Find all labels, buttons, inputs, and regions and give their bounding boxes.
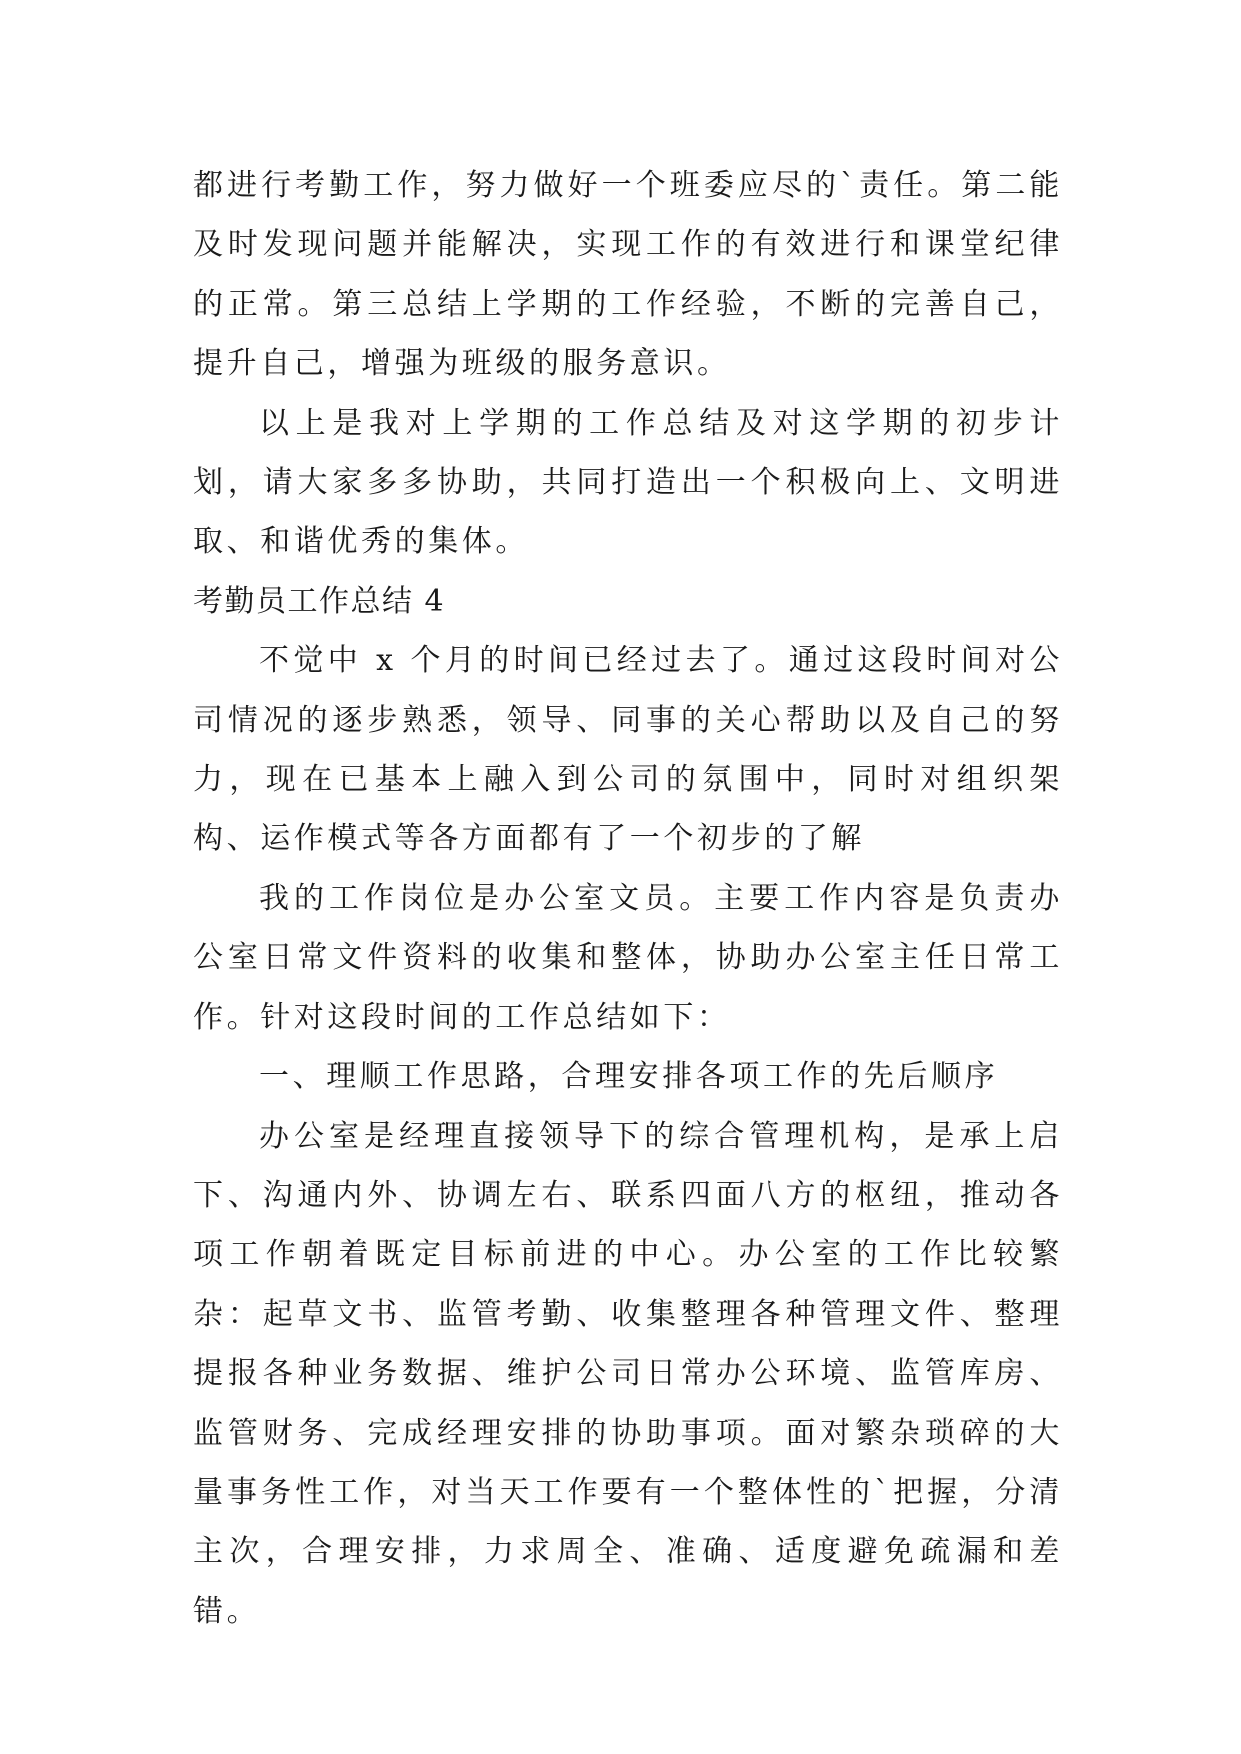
paragraph-office-duties: 办公室是经理直接领导下的综合管理机构，是承上启下、沟通内外、协调左右、联系四面八方的枢纽，推动各项工作朝着既定目标前进的中心。办公室的工作比较繁杂：起草文书、监管考勤、收集整理各种管理文件、整理提报各种业务数据、维护公司日常办公环境、监管库房、监管财务、完成经理安排的协助事项。面对繁杂琐碎的大量事务性工作，对当天工作要有一个整体性的`把握，分清主次，合理安排，力求周全、准确、适度避免疏漏和差错。 bbox=[193, 1118, 1063, 1629]
document-body bbox=[193, 156, 1063, 1641]
paragraph-conclusion: 以上是我对上学期的工作总结及对这学期的初步计划，请大家多多协助，共同打造出一个积极向上、文明进取、和谐优秀的集体。 bbox=[193, 405, 1063, 560]
section-heading: 考勤员工作总结 4 bbox=[193, 583, 446, 619]
paragraph-continuation: 都进行考勤工作，努力做好一个班委应尽的`责任。第二能及时发现问题并能解决，实现工作的有效进行和课堂纪律的正常。第三总结上学期的工作经验，不断的完善自己，提升自己，增强为班级的服务意识。 bbox=[193, 168, 1063, 382]
paragraph-job-role: 我的工作岗位是办公室文员。主要工作内容是负责办公室日常文件资料的收集和整体，协助办公室主任日常工作。针对这段时间的工作总结如下： bbox=[193, 880, 1063, 1035]
subheading-item-one: 一、理顺工作思路，合理安排各项工作的先后顺序 bbox=[259, 1059, 999, 1095]
paragraph-intro: 不觉中 x 个月的时间已经过去了。通过这段时间对公司情况的逐步熟悉，领导、同事的关心帮助以及自己的努力，现在已基本上融入到公司的氛围中，同时对组织架构、运作模式等各方面都有了一个初步的了解 bbox=[193, 643, 1063, 857]
